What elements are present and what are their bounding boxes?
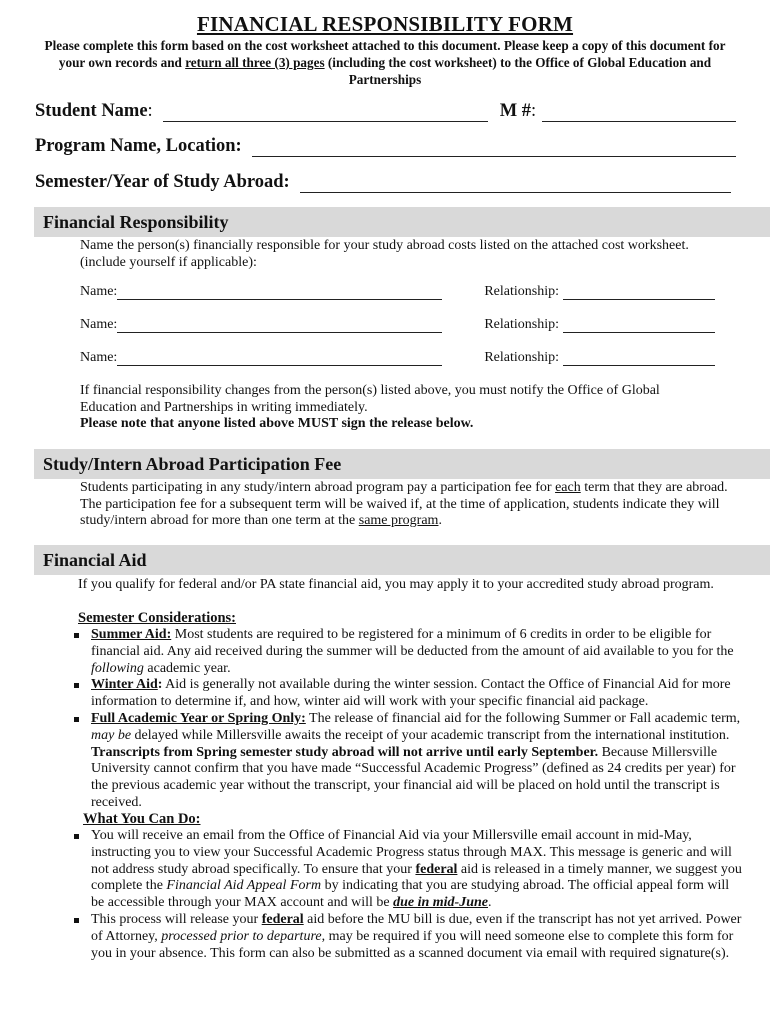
participation-fee-text: Students participating in any study/intern abroad program pay a participation fee for each term that they are abroad. The participation fee for a subsequent term will be waived if, at the time of application, students indicate they will study/intern abroad for more than one term at the same program. (80, 480, 728, 528)
responsible-name-field[interactable] (117, 351, 442, 366)
list-item: This process will release your federal aid before the MU bill is due, even if the transcript has not yet arrived. Power of Attorney, processed prior to departure, may be required if you will need someone else to complete this form for you in your absence. This form can also be submitted as a scanned document via email with required signature(s). (72, 912, 742, 962)
responsibility-notice: If financial responsibility changes from the person(s) listed above, you must notify the Office of Global Education and Partnerships in writing immediately. Please note that anyone listed above MUST sign the release below. (80, 383, 660, 431)
responsible-person-row: Name: Relationship: (80, 284, 730, 300)
program-field[interactable] (252, 138, 736, 157)
financial-aid-intro: If you qualify for federal and/or PA state financial aid, you may apply it to your accredited study abroad program. (78, 577, 714, 592)
section-financial-responsibility: Financial Responsibility (34, 207, 770, 237)
bullet-icon (74, 918, 79, 923)
student-name-row: Student Name : M # : (35, 101, 736, 122)
student-name-label: Student Name (35, 101, 148, 121)
m-number-label: M # (499, 101, 532, 121)
semester-field[interactable] (300, 174, 731, 193)
responsible-name-field[interactable] (117, 285, 442, 300)
relationship-field[interactable] (563, 351, 715, 366)
relationship-field[interactable] (563, 318, 715, 333)
responsibility-instructions: Name the person(s) financially responsible for your study abroad costs listed on the attached cost worksheet. (include yourself if applicable): (80, 238, 689, 270)
section-participation-fee: Study/Intern Abroad Participation Fee (34, 449, 770, 479)
bullet-icon (74, 683, 79, 688)
bullet-icon (74, 834, 79, 839)
form-intro: Please complete this form based on the cost worksheet attached to this document. Please keep a copy of this document for your own records and return all three (3) pages (including the cost worksheet) to the Office of Global Education and Partnerships (44, 38, 726, 87)
list-item: Summer Aid: Most students are required to be registered for a minimum of 6 credits in order to be eligible for financial aid. Any aid received during the summer will be deducted from the amount of aid available to you for the following academic year. (72, 627, 742, 677)
what-you-can-do-list (72, 828, 742, 962)
signature-requirement: Please note that anyone listed above MUST sign the release below. (80, 416, 474, 431)
semester-considerations-list (72, 627, 742, 812)
bullet-icon (74, 633, 79, 638)
form-title: FINANCIAL RESPONSIBILITY FORM (196, 12, 574, 36)
semester-considerations-heading: Semester Considerations: (78, 610, 237, 626)
student-name-field[interactable] (163, 103, 488, 122)
responsible-person-row: Name: Relationship: (80, 350, 730, 366)
semester-label: Semester/Year of Study Abroad: (35, 172, 290, 192)
responsible-person-row: Name: Relationship: (80, 317, 730, 333)
semester-row (35, 172, 731, 193)
list-item: You will receive an email from the Office of Financial Aid via your Millersville email account in mid-May, instructing you to view your Successful Academic Progress status through MAX. This message is generic and will not address study abroad specifically. To ensure that your federal aid is released in a timely manner, we suggest you complete the Financial Aid Appeal Form by indicating that you are studying abroad. The official appeal form will be accessible through your MAX account and will be due in mid-June. (72, 828, 742, 912)
m-number-field[interactable] (542, 103, 736, 122)
responsible-name-field[interactable] (117, 318, 442, 333)
program-row (35, 136, 736, 157)
section-financial-aid: Financial Aid (34, 545, 770, 575)
program-label: Program Name, Location: (35, 136, 242, 156)
bullet-icon (74, 717, 79, 722)
what-you-can-do-heading: What You Can Do: (83, 811, 201, 827)
intro-underlined: return all three (3) pages (185, 55, 325, 70)
relationship-field[interactable] (563, 285, 715, 300)
list-item: Full Academic Year or Spring Only: The release of financial aid for the following Summer or Fall academic term, may be delayed while Millersville awaits the receipt of your academic transcript from the international institution. Transcripts from Spring semester study abroad will not arrive until early September. Because Millersville University cannot confirm that you have made “Successful Academic Progress” (defined as 24 credits per year) for the previous academic year without the transcript, your financial aid will be placed on hold until the transcript is received. (72, 711, 742, 812)
list-item: Winter Aid: Aid is generally not available during the winter session. Contact the Office of Financial Aid for more information to determine if, and how, winter aid will work with your specific financial aid package. (72, 677, 742, 711)
